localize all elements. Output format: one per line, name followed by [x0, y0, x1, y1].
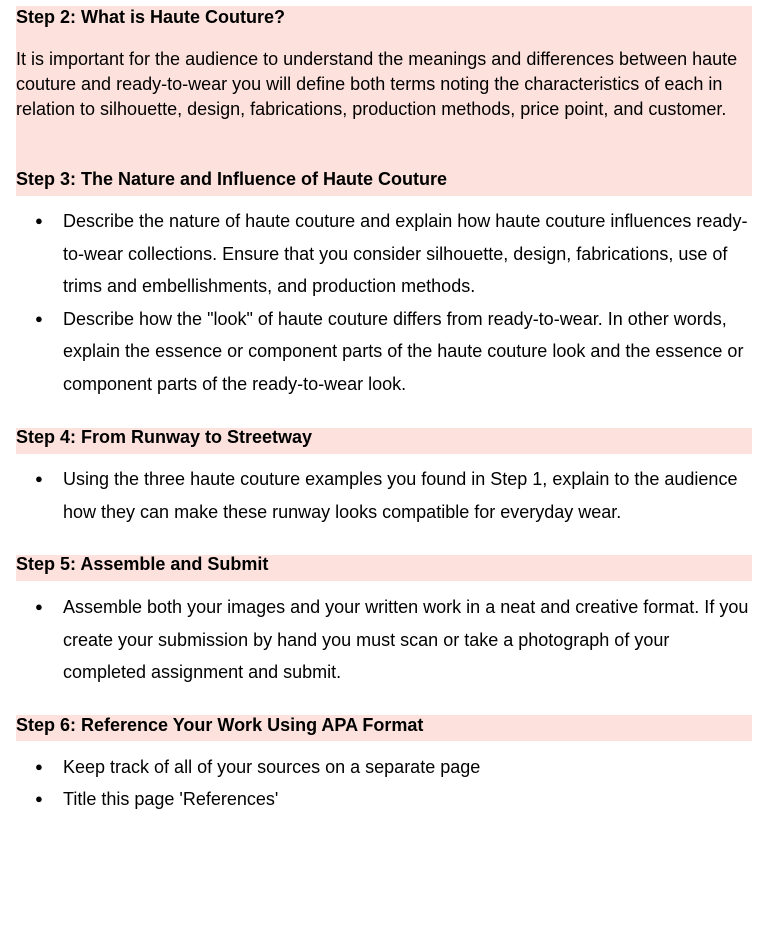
- list-item: ● Using the three haute couture examples you found in Step 1, explain to the audience how they can make these runway looks compatible for everyday wear.: [16, 463, 752, 528]
- list-item: ● Title this page 'References': [16, 783, 752, 815]
- step-4-heading: Step 4: From Runway to Streetway: [16, 427, 313, 447]
- step-3-heading: Step 3: The Nature and Influence of Haute Couture: [16, 169, 448, 189]
- list-item: ● Describe the nature of haute couture and explain how haute couture influences ready-to-wear collections. Ensure that you consider silhouette, design, fabrications, use of trims and embellishments, and production methods.: [16, 205, 752, 303]
- list-item: ● Assemble both your images and your written work in a neat and creative format. If you create your submission by hand you must scan or take a photograph of your completed assignment and submit.: [16, 591, 752, 689]
- step-2-paragraph: It is important for the audience to understand the meanings and differences between haute couture and ready-to-wear you will define both terms noting the characteristics of each in relation to silhouette, design, fabrications, production methods, price point, and customer.: [16, 49, 738, 119]
- step-5-heading: Step 5: Assemble and Submit: [16, 554, 269, 574]
- list-item: ● Keep track of all of your sources on a separate page: [16, 751, 752, 783]
- step-2-heading: Step 2: What is Haute Couture?: [16, 7, 286, 27]
- step-4-list: [16, 463, 752, 528]
- step-6-list: [16, 751, 752, 815]
- list-item: ● Describe how the "look" of haute couture differs from ready-to-wear. In other words, explain the essence or component parts of the haute couture look and the essence or component parts of the ready-to-wear look.: [16, 303, 752, 401]
- step-5-list: [16, 591, 752, 689]
- step-3-list: [16, 205, 752, 400]
- step-6-heading: Step 6: Reference Your Work Using APA Format: [16, 715, 424, 735]
